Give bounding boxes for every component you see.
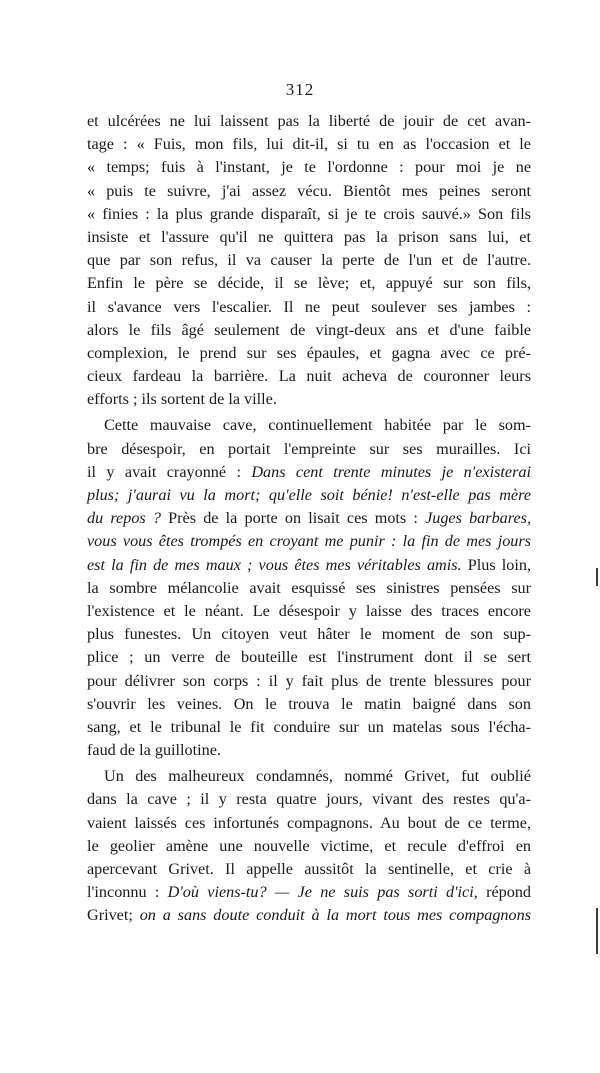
text-segment: « finies : la plus grande disparaît, si je te crois sauvé.» Son fils xyxy=(87,204,531,223)
italic-text: du repos ? xyxy=(87,509,161,528)
text-segment: tage : « Fuis, mon fils, lui dit-il, si tu en as l'occasion et le xyxy=(87,135,531,154)
italic-text: Juges barbares, xyxy=(425,509,531,528)
text-line xyxy=(87,554,531,577)
text-segment: la sombre mélancolie avait esquissé ses sinistres pensées sur xyxy=(87,578,531,597)
text-line xyxy=(87,670,531,693)
text-line xyxy=(87,835,531,858)
text-line xyxy=(87,438,531,461)
text-segment: dans la cave ; il y resta quatre jours, vivant des restes qu'a- xyxy=(87,790,531,809)
text-segment: il y avait crayonné : xyxy=(87,462,252,481)
text-segment: pour délivrer son corps : il y fait plus de trente blessures pour xyxy=(87,671,531,690)
text-segment: l'existence et le néant. Le désespoir y laisse des traces encore xyxy=(87,601,531,620)
text-segment: sang, et le tribunal le fit conduire sur un matelas sous l'écha- xyxy=(87,717,531,736)
page-number: 312 xyxy=(285,80,315,99)
text-segment: bre désespoir, en portait l'empreinte sur ses murailles. Ici xyxy=(87,439,531,458)
text-segment: Un des malheureux condamnés, nommé Grivet, fut oublié xyxy=(104,767,531,786)
text-line xyxy=(87,788,531,811)
page-edge-mark xyxy=(596,908,598,954)
text-line xyxy=(87,577,531,600)
text-line xyxy=(87,272,531,295)
text-line xyxy=(87,461,531,484)
italic-text: Dans cent trente minutes je n'existerai xyxy=(251,462,531,481)
text-segment: vaient laissés ces infortunés compagnons. Au bout de ce terme, xyxy=(87,813,531,832)
text-line xyxy=(87,904,531,927)
italic-text: plus; j'aurai vu la mort; qu'elle soit bénie! n'est-elle pas mère xyxy=(87,486,531,504)
text-segment: le geolier amène une nouvelle victime, et recule d'effroi en xyxy=(87,836,531,855)
text-line xyxy=(87,180,531,203)
text-line xyxy=(87,249,531,272)
text-segment: cieux fardeau la barrière. La nuit acheva de couronner leurs xyxy=(87,367,531,386)
italic-text: D'où viens-tu? — Je ne suis pas sorti d'ici xyxy=(167,883,474,902)
text-line xyxy=(87,414,531,437)
text-line xyxy=(87,203,531,226)
text-segment: insiste et l'assure qu'il ne quittera pas la prison sans lui, et xyxy=(87,227,531,246)
text-line xyxy=(87,858,531,881)
text-line xyxy=(87,365,531,388)
text-segment: faud de la guillotine. xyxy=(87,741,221,760)
text-segment: alors le fils âgé seulement de vingt-deux ans et d'une faible xyxy=(87,320,531,339)
text-segment: et ulcérées ne lui laissent pas la liberté de jouir de cet avan- xyxy=(87,112,531,130)
text-segment: s'ouvrir les veines. On le trouva le matin baigné dans son xyxy=(87,694,531,713)
text-line xyxy=(87,716,531,739)
text-line xyxy=(87,530,531,553)
text-segment: « puis te suivre, j'ai assez vécu. Bientôt mes peines seront xyxy=(87,181,531,200)
text-segment: l'inconnu : xyxy=(87,883,168,902)
text-segment: Grivet; xyxy=(87,906,140,925)
text-line xyxy=(87,623,531,646)
italic-text: est la fin de mes maux ; vous êtes mes véritables amis. xyxy=(87,555,462,574)
text-segment: Cette mauvaise cave, continuellement habitée par le som- xyxy=(104,416,531,435)
text-segment: « temps; fuis à l'instant, je te l'ordonne : pour moi je ne xyxy=(87,158,531,177)
text-segment: apercevant Grivet. Il appelle aussitôt la sentinelle, et crie à xyxy=(87,860,531,878)
text-segment: plice ; un verre de bouteille est l'instrument dont il se sert xyxy=(87,648,531,667)
text-line xyxy=(87,881,531,904)
text-line xyxy=(87,507,531,530)
text-line xyxy=(87,739,531,762)
text-line xyxy=(87,156,531,179)
text-line xyxy=(87,226,531,249)
text-line xyxy=(87,693,531,716)
text-segment: Enfin le père se décide, il se lève; et, appuyé sur son fils, xyxy=(87,274,531,293)
text-line xyxy=(87,484,531,507)
italic-text: on a sans doute conduit à la mort tous mes compagnons xyxy=(139,906,531,925)
italic-text: vous vous êtes trompés en croyant me punir : la fin de mes jours xyxy=(87,532,531,551)
text-segment: il s'avance vers l'escalier. Il ne peut soulever ses jambes : xyxy=(87,297,531,316)
text-segment: complexion, le prend sur ses épaules, et gagna avec ce pré- xyxy=(87,343,531,362)
text-segment: plus funestes. Un citoyen veut hâter le moment de son sup- xyxy=(87,625,531,644)
text-segment: que par son refus, il va causer la perte de l'un et de l'autre. xyxy=(87,251,531,270)
text-line xyxy=(87,812,531,835)
text-line xyxy=(87,133,531,156)
text-segment: efforts ; ils sortent de la ville. xyxy=(87,390,277,409)
text-line xyxy=(87,646,531,669)
text-line xyxy=(87,600,531,623)
text-segment: Près de la porte on lisait ces mots : xyxy=(160,509,426,528)
text-line xyxy=(87,388,531,411)
text-line xyxy=(87,319,531,342)
text-segment: Plus loin, xyxy=(461,555,531,574)
text-line xyxy=(87,342,531,365)
text-segment: , répond xyxy=(473,883,532,902)
page-edge-mark xyxy=(596,568,598,586)
text-line xyxy=(87,296,531,319)
text-line xyxy=(87,765,531,788)
body-text xyxy=(87,110,531,928)
text-line xyxy=(87,110,531,133)
